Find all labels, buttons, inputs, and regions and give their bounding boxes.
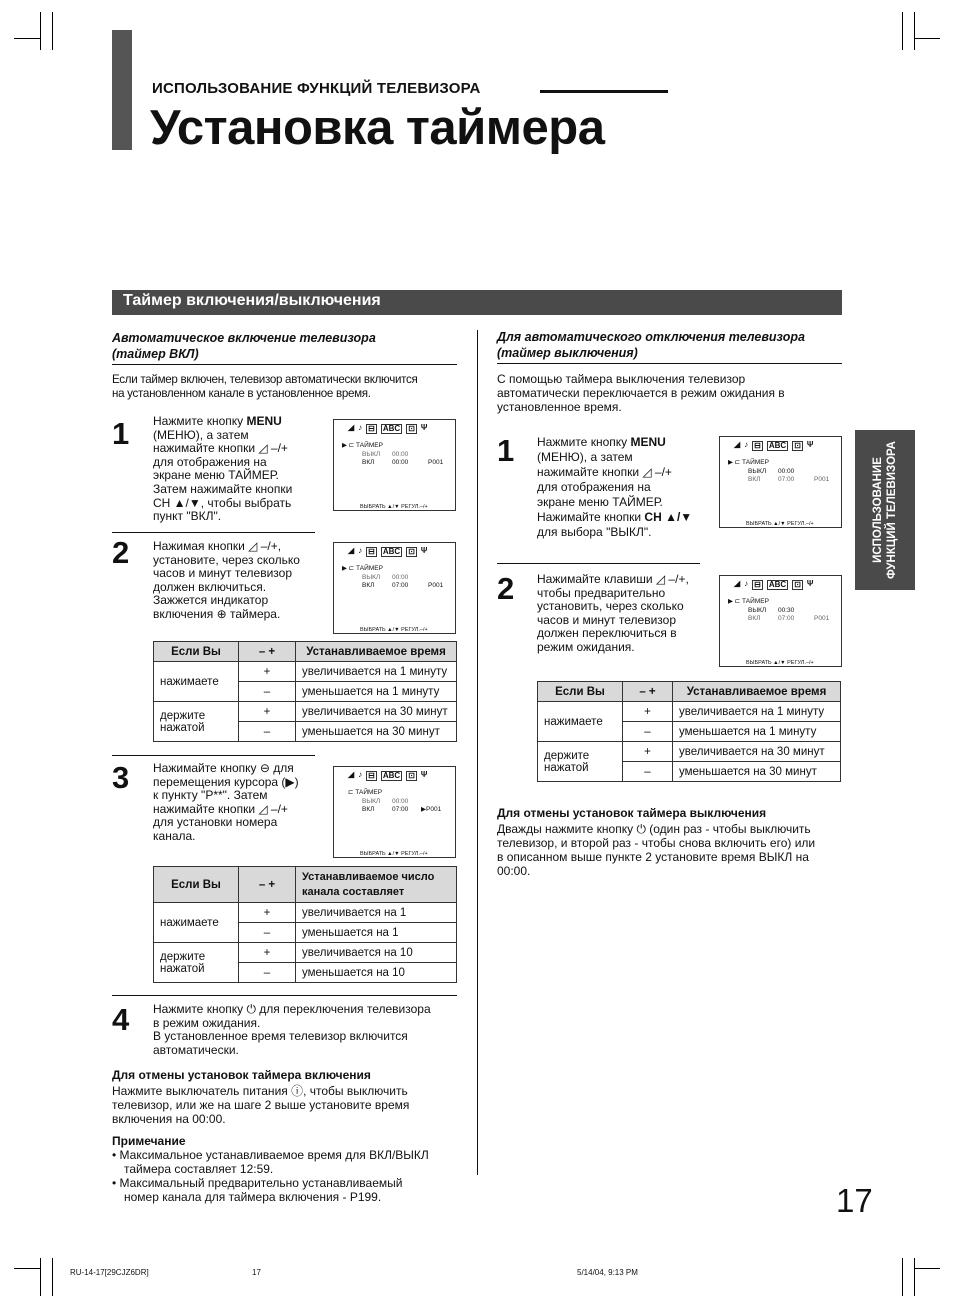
table-group [154, 702, 239, 742]
step-divider [497, 563, 700, 564]
table-group-line: держите [160, 950, 206, 963]
abc-icon: ABC [382, 547, 401, 556]
step-line: (МЕНЮ), а затем [537, 450, 633, 464]
right-cancel-text [497, 822, 847, 878]
osd-on-label: ВКЛ [362, 582, 375, 589]
table-group: нажимаете [154, 903, 239, 943]
right-subhead-line: (таймер выключения) [497, 346, 638, 360]
footer-date: 5/14/04, 9:13 PM [577, 1268, 638, 1277]
osd-hint: ВЫБРАТЬ ▲/▼ РЕГУЛ.–/+ [360, 851, 428, 857]
crop-mark [40, 12, 41, 50]
table-header-line: канала составляет [302, 885, 405, 898]
table-group-line: держите [160, 709, 206, 722]
step-line: экране меню ТАЙМЕР. [537, 495, 663, 509]
osd-menu: ▶ ⊏ ТАЙМЕР [342, 442, 383, 449]
antenna-icon: Ψ [420, 770, 428, 779]
osd-screen [719, 436, 842, 528]
step-line: канала. [153, 828, 196, 843]
left-time-table [153, 641, 457, 742]
picture-icon: ◢ [348, 770, 355, 779]
step-line: нажимайте кнопки ◿ –/+ [153, 801, 288, 816]
osd-icons [348, 547, 427, 557]
osd-on-time: 07:00 [778, 615, 795, 622]
osd-icons [734, 580, 813, 590]
osd-off-time: 00:00 [392, 574, 409, 581]
table-key: + [239, 903, 296, 923]
step-divider [112, 995, 457, 996]
osd-screen [333, 766, 456, 858]
osd-on-time: 07:00 [778, 476, 795, 483]
osd-off-time: 00:30 [778, 607, 795, 614]
table-group [538, 742, 623, 782]
table-header: – + [623, 682, 673, 702]
step-line: перемещения курсора (▶) [153, 774, 299, 789]
osd-off-label: ВЫКЛ [748, 607, 767, 614]
table-header: – + [239, 642, 296, 662]
note-list [112, 1148, 462, 1204]
step-line: включения ⊕ таймера. [153, 606, 281, 621]
table-key: + [623, 702, 673, 722]
left-intro [112, 373, 462, 401]
table-cell: уменьшается на 1 [296, 923, 457, 943]
note-line: • Максимальный предварительно устанавливаемый [112, 1176, 403, 1190]
crop-mark [40, 1258, 41, 1296]
step-line: (МЕНЮ), а затем [153, 427, 249, 442]
step-line: CH ▲/▼, чтобы выбрать [153, 495, 292, 510]
osd-icons [734, 441, 813, 451]
right-time-table [537, 681, 841, 782]
table-key: + [623, 742, 673, 762]
table-group-line: нажатой [160, 721, 205, 734]
table-cell: увеличивается на 1 минуту [296, 662, 457, 682]
step-divider [112, 755, 315, 756]
osd-channel: P001 [814, 476, 830, 483]
table-cell: увеличивается на 30 минут [296, 702, 457, 722]
osd-channel: P001 [428, 582, 444, 589]
section-title: Таймер включения/выключения [112, 290, 842, 315]
right-cancel-title: Для отмены установок таймера выключения [497, 806, 767, 820]
timer-icon: ⊟ [368, 424, 375, 433]
abc-icon: ABC [382, 424, 401, 433]
right-intro [497, 372, 842, 414]
left-cancel-text [112, 1084, 462, 1126]
step-line: установить, через сколько [537, 599, 684, 614]
step-line: экране меню ТАЙМЕР. [153, 468, 279, 483]
timer-icon: ⊟ [368, 771, 375, 780]
crop-mark [14, 38, 40, 39]
osd-menu: ▶ ⊏ ТАЙМЕР [342, 565, 383, 572]
table-header: Если Вы [154, 642, 239, 662]
table-cell: увеличивается на 30 минут [673, 742, 841, 762]
left-step-3-text [153, 762, 318, 844]
osd-off-label: ВЫКЛ [362, 451, 381, 458]
step-line: нажимайте кнопки ◿ –/+ [537, 465, 672, 479]
osd-icons [348, 424, 427, 434]
cancel-line: включения на 00:00. [112, 1112, 226, 1126]
timer-icon: ⊟ [754, 441, 761, 450]
sound-icon: ♪ [358, 546, 363, 555]
crop-mark [902, 1258, 903, 1296]
timer-icon: ⊟ [368, 547, 375, 556]
column-divider [477, 330, 478, 1175]
step-line: Нажимайте кнопку ⊖ для [153, 761, 294, 775]
antenna-icon: Ψ [806, 440, 814, 449]
table-key: – [239, 963, 296, 983]
left-step-1-text [153, 415, 318, 524]
step-line: для отображения на [537, 480, 651, 494]
step-line [153, 415, 318, 429]
step-line: Нажмите кнопку ⏻ для переключения телевизора [153, 1002, 431, 1016]
step-line: для установки номера [153, 815, 278, 830]
table-cell: уменьшается на 10 [296, 963, 457, 983]
table-cell: уменьшается на 1 минуту [296, 682, 457, 702]
cancel-line: в описанном выше пункте 2 установите время ВЫКЛ на [497, 850, 809, 864]
osd-on-label: ВКЛ [748, 615, 761, 622]
table-cell: уменьшается на 1 минуту [673, 722, 841, 742]
step-text: Нажмите кнопку [153, 414, 247, 428]
step-line [537, 510, 715, 525]
step-line: часов и минут телевизор [153, 566, 292, 581]
antenna-icon: Ψ [420, 546, 428, 555]
note-line: номер канала для таймера включения - P199. [124, 1190, 382, 1204]
osd-on-label: ВКЛ [748, 476, 761, 483]
table-cell: увеличивается на 10 [296, 943, 457, 963]
right-step-1-text [537, 435, 715, 540]
osd-on-time: 07:00 [392, 582, 409, 589]
osd-off-time: 00:00 [392, 451, 409, 458]
picture-icon: ◢ [734, 440, 741, 449]
table-group: нажимаете [538, 702, 623, 742]
note-line: таймера составляет 12:59. [124, 1162, 274, 1176]
osd-on-time: 00:00 [392, 459, 409, 466]
osd-off-time: 00:00 [392, 798, 409, 805]
step-line: Нажимая кнопки ◿ –/+, [153, 539, 282, 553]
picture-icon: ◢ [348, 546, 355, 555]
step-line [537, 435, 715, 450]
step-line: установите, через сколько [153, 552, 300, 567]
right-subhead [497, 329, 842, 364]
step-2-number: 2 [112, 535, 130, 570]
osd-channel: P001 [428, 459, 444, 466]
step-line: В установленное время телевизор включится [153, 1029, 408, 1044]
osd-screen [333, 419, 456, 511]
note-title: Примечание [112, 1134, 186, 1148]
table-key: – [239, 923, 296, 943]
right-intro-line: установленное время. [497, 400, 622, 414]
step-line: для отображения на [153, 454, 267, 469]
side-label-line: ФУНКЦИЙ ТЕЛЕВИЗОРА [886, 441, 898, 579]
step-line: автоматически. [153, 1042, 239, 1057]
crop-mark [52, 12, 53, 50]
antenna-icon: Ψ [806, 579, 814, 588]
table-cell: увеличивается на 1 [296, 903, 457, 923]
osd-channel: P001 [814, 615, 830, 622]
step-line: в режим ожидания. [153, 1015, 261, 1030]
crop-mark [914, 38, 940, 39]
table-key: – [239, 722, 296, 742]
osd-hint: ВЫБРАТЬ ▲/▼ РЕГУЛ.–/+ [746, 660, 814, 666]
left-intro-line: Если таймер включен, телевизор автоматически включится [112, 373, 418, 386]
table-header: Если Вы [154, 867, 239, 903]
step-line: режим ожидания. [537, 639, 635, 654]
footer-file: RU-14-17[29CJZ6DR] [70, 1268, 149, 1277]
table-group-line: нажатой [544, 761, 589, 774]
left-subhead-line: (таймер ВКЛ) [112, 347, 199, 361]
table-header: Устанавливаемое время [296, 642, 457, 662]
page-title: Установка таймера [150, 101, 605, 155]
table-key: + [239, 702, 296, 722]
step-line: чтобы предварительно [537, 585, 666, 600]
step-1-number: 1 [112, 416, 130, 451]
right-intro-line: автоматически переключается в режим ожидания в [497, 386, 785, 400]
crop-mark [52, 1258, 53, 1296]
picture-icon: ◢ [734, 579, 741, 588]
table-key: – [623, 762, 673, 782]
step-line: к пункту "P**". Затем [153, 788, 268, 803]
cancel-line: Нажмите выключатель питания ⓘ, чтобы выключить [112, 1084, 408, 1098]
osd-off-label: ВЫКЛ [362, 574, 381, 581]
feature-icon: ⊡ [408, 771, 415, 780]
osd-off-label: ВЫКЛ [362, 798, 381, 805]
step-divider [112, 532, 315, 533]
cancel-line: 00:00. [497, 864, 531, 878]
left-subhead-line: Автоматическое включение телевизора [112, 331, 376, 345]
crop-mark [14, 1268, 40, 1269]
feature-icon: ⊡ [794, 580, 801, 589]
osd-off-label: ВЫКЛ [748, 468, 767, 475]
osd-menu: ▶ ⊏ ТАЙМЕР [728, 459, 769, 466]
header-accent-bar [112, 30, 132, 150]
abc-icon: ABC [768, 441, 787, 450]
abc-icon: ABC [768, 580, 787, 589]
right-intro-line: С помощью таймера выключения телевизор [497, 372, 746, 386]
cancel-line: телевизор, и второй раз - чтобы снова включить его) или [497, 836, 816, 850]
menu-key: MENU [630, 435, 666, 449]
left-step-2-text [153, 540, 318, 622]
kicker-rule [540, 90, 668, 93]
step-3-number: 3 [112, 760, 130, 795]
right-step-2-text [537, 573, 715, 655]
osd-hint: ВЫБРАТЬ ▲/▼ РЕГУЛ.–/+ [360, 627, 428, 633]
table-header: Если Вы [538, 682, 623, 702]
osd-on-time: 07:00 [392, 806, 409, 813]
right-subhead-line: Для автоматического отключения телевизора [497, 330, 805, 344]
osd-hint: ВЫБРАТЬ ▲/▼ РЕГУЛ.–/+ [360, 504, 428, 510]
step-line: для выбора "ВЫКЛ". [537, 525, 652, 539]
crop-mark [914, 1268, 940, 1269]
step-line: часов и минут телевизор [537, 612, 676, 627]
step-line: Затем нажимайте кнопки [153, 481, 293, 496]
antenna-icon: Ψ [420, 423, 428, 432]
table-header [296, 867, 457, 903]
chapter-kicker: ИСПОЛЬЗОВАНИЕ ФУНКЦИЙ ТЕЛЕВИЗОРА [152, 80, 481, 97]
table-cell: уменьшается на 30 минут [673, 762, 841, 782]
osd-screen [719, 575, 842, 667]
table-header: Устанавливаемое время [673, 682, 841, 702]
osd-menu: ▶ ⊏ ТАЙМЕР [728, 598, 769, 605]
left-subhead [112, 330, 457, 365]
side-label-line: ИСПОЛЬЗОВАНИЕ [872, 457, 884, 563]
table-group [154, 943, 239, 983]
table-group: нажимаете [154, 662, 239, 702]
osd-hint: ВЫБРАТЬ ▲/▼ РЕГУЛ.–/+ [746, 521, 814, 527]
step-line: пункт "ВКЛ". [153, 509, 222, 524]
footer-page: 17 [252, 1268, 261, 1277]
feature-icon: ⊡ [408, 547, 415, 556]
step-4-number: 4 [112, 1002, 130, 1037]
timer-icon: ⊟ [754, 580, 761, 589]
table-group-line: держите [544, 749, 590, 762]
page-number: 17 [836, 1182, 873, 1219]
menu-key: MENU [246, 414, 282, 428]
sound-icon: ♪ [358, 423, 363, 432]
table-key: + [239, 943, 296, 963]
step-line: нажимайте кнопки ◿ –/+ [153, 441, 288, 456]
cancel-line: Дважды нажмите кнопку ⏻ (один раз - чтобы выключить [497, 822, 811, 836]
sound-icon: ♪ [744, 440, 749, 449]
table-key: + [239, 662, 296, 682]
osd-channel: ▶P001 [421, 806, 442, 813]
table-header-line: Устанавливаемое число [302, 870, 435, 883]
table-key: – [623, 722, 673, 742]
table-cell: увеличивается на 1 минуту [673, 702, 841, 722]
osd-on-label: ВКЛ [362, 459, 375, 466]
left-intro-line: на установленном канале в установленное время. [112, 387, 371, 400]
side-chapter-label [871, 441, 899, 579]
cancel-line: телевизор, или же на шаге 2 выше установите время [112, 1098, 410, 1112]
right-step-1-number: 1 [497, 433, 515, 468]
step-line: должен включиться. [153, 579, 267, 594]
crop-mark [914, 1258, 915, 1296]
table-key: – [239, 682, 296, 702]
step-text: Нажмите кнопку [537, 435, 631, 449]
step-line: Зажжется индикатор [153, 593, 269, 608]
left-cancel-title: Для отмены установок таймера включения [112, 1068, 371, 1082]
crop-mark [902, 12, 903, 50]
osd-screen [333, 542, 456, 634]
crop-mark [914, 12, 915, 50]
left-channel-table [153, 866, 457, 983]
step-text: Нажимайте кнопки [537, 510, 645, 524]
sound-icon: ♪ [744, 579, 749, 588]
table-header: – + [239, 867, 296, 903]
osd-icons [348, 771, 427, 781]
picture-icon: ◢ [348, 423, 355, 432]
osd-off-time: 00:00 [778, 468, 795, 475]
feature-icon: ⊡ [794, 441, 801, 450]
ch-key: CH ▲/▼ [644, 510, 693, 524]
osd-menu: ⊏ ТАЙМЕР [348, 789, 383, 796]
right-step-2-number: 2 [497, 571, 515, 606]
note-line: • Максимальное устанавливаемое время для ВКЛ/ВЫКЛ [112, 1148, 429, 1162]
osd-on-label: ВКЛ [362, 806, 375, 813]
step-line: должен переключиться в [537, 626, 677, 641]
sound-icon: ♪ [358, 770, 363, 779]
left-step-4-text [153, 1003, 458, 1057]
table-group-line: нажатой [160, 962, 205, 975]
abc-icon: ABC [382, 771, 401, 780]
step-line: Нажимайте клавиши ◿ –/+, [537, 572, 689, 586]
table-cell: уменьшается на 30 минут [296, 722, 457, 742]
feature-icon: ⊡ [408, 424, 415, 433]
